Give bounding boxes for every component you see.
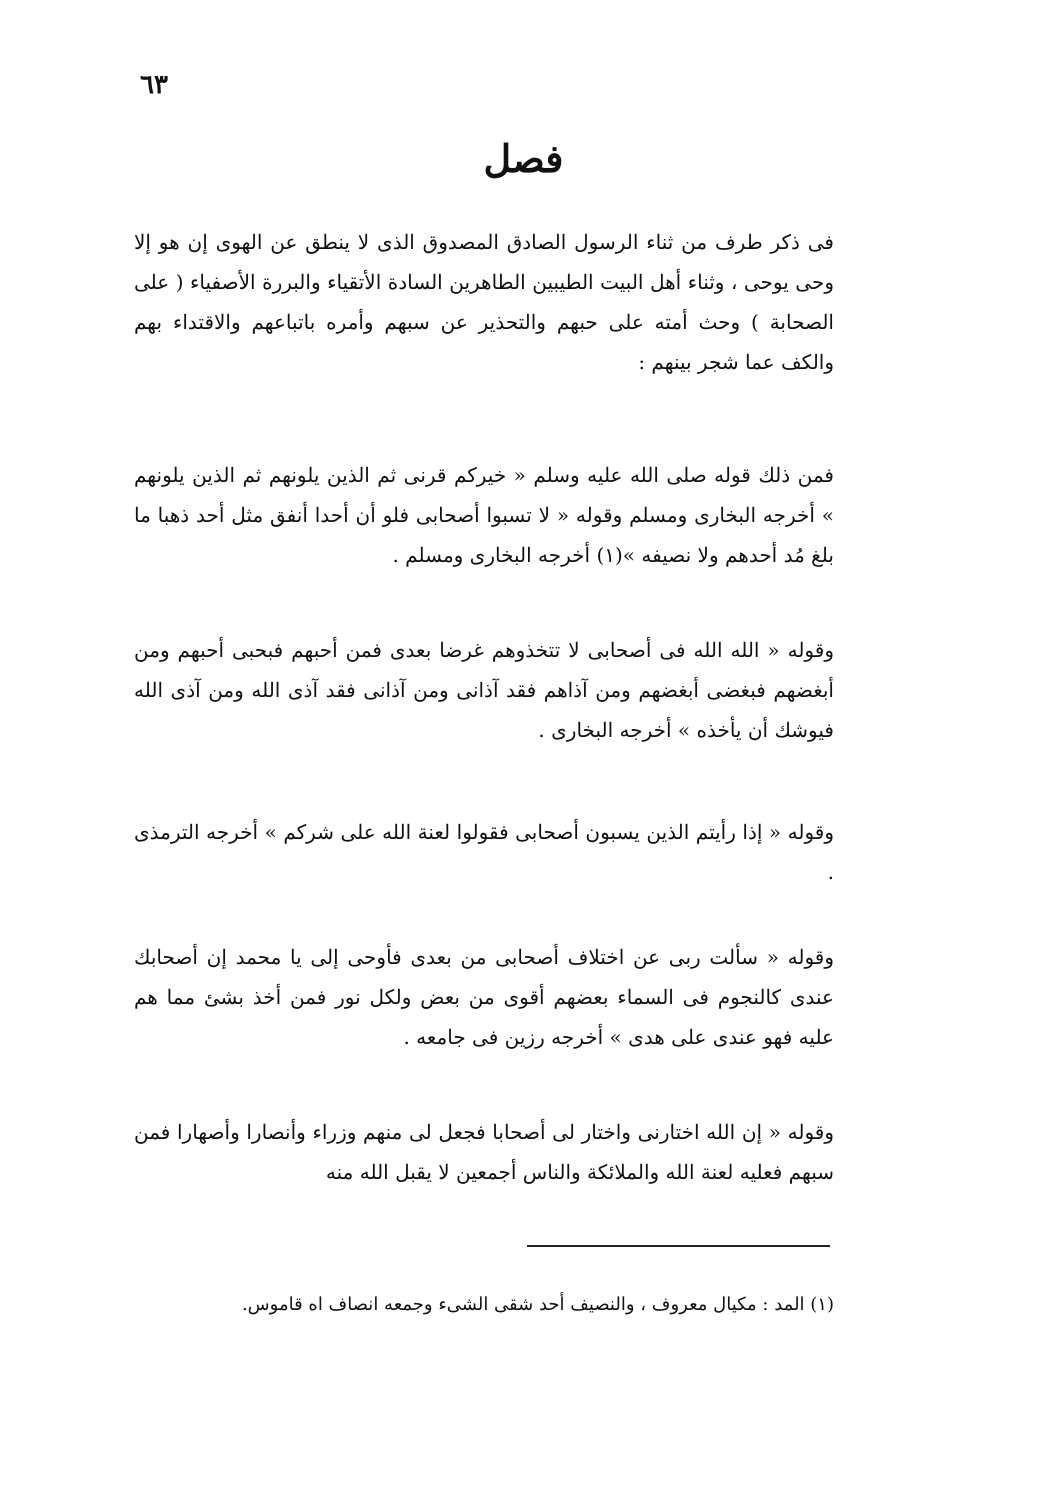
chapter-title: فصل xyxy=(483,136,564,181)
paragraph: فمن ذلك قوله صلى الله عليه وسلم « خيركم قرنى ثم الذين يلونهم ثم الذين يلونهم » أخرجه البخارى ومسلم وقوله « لا تسبوا أصحابى فلو أن أحدا أنفق مثل أحد ذهبا ما بلغ مُد أحدهم ولا نصيفه »(١) أخرجه البخارى ومسلم . xyxy=(134,463,834,567)
footnote-divider xyxy=(527,1245,830,1247)
page-number: ٦٣ xyxy=(140,70,168,100)
paragraph: وقوله « سألت ربى عن اختلاف أصحابى من بعدى فأوحى إلى يا محمد إن أصحابك عندى كالنجوم فى السماء بعضهم أقوى من بعض ولكل نور فمن أخذ بشئ مما هم عليه فهو عندى على هدى » أخرجه رزين فى جامعه . xyxy=(134,945,834,1049)
paragraph: وقوله « إذا رأيتم الذين يسبون أصحابى فقولوا لعنة الله على شركم » أخرجه الترمذى . xyxy=(134,820,834,884)
paragraph: وقوله « الله الله فى أصحابى لا تتخذوهم غرضا بعدى فمن أحبهم فبحبى أحبهم ومن أبغضهم فبغضى أبغضهم ومن آذاهم فقد آذانى ومن آذانى فقد آذى الله ومن آذى الله فيوشك أن يأخذه » أخرجه البخارى . xyxy=(134,638,834,742)
paragraph: فى ذكر طرف من ثناء الرسول الصادق المصدوق الذى لا ينطق عن الهوى إن هو إلا وحى يوحى ، وثناء أهل البيت الطيبين الطاهرين السادة الأتقياء والبررة الأصفياء ( على الصحابة ) وحث أمته على حبهم والتحذير عن سبهم وأمره باتباعهم والاقتداء بهم والكف عما شجر بينهم : xyxy=(134,230,834,374)
footnote: (١) المد : مكيال معروف ، والنصيف أحد شقى الشىء وجمعه انصاف اه قاموس. xyxy=(241,1294,834,1315)
paragraph: وقوله « إن الله اختارنى واختار لى أصحابا فجعل لى منهم وزراء وأنصارا وأصهارا فمن سبهم فعليه لعنة الله والملائكة والناس أجمعين لا يقبل الله منه xyxy=(134,1120,834,1184)
